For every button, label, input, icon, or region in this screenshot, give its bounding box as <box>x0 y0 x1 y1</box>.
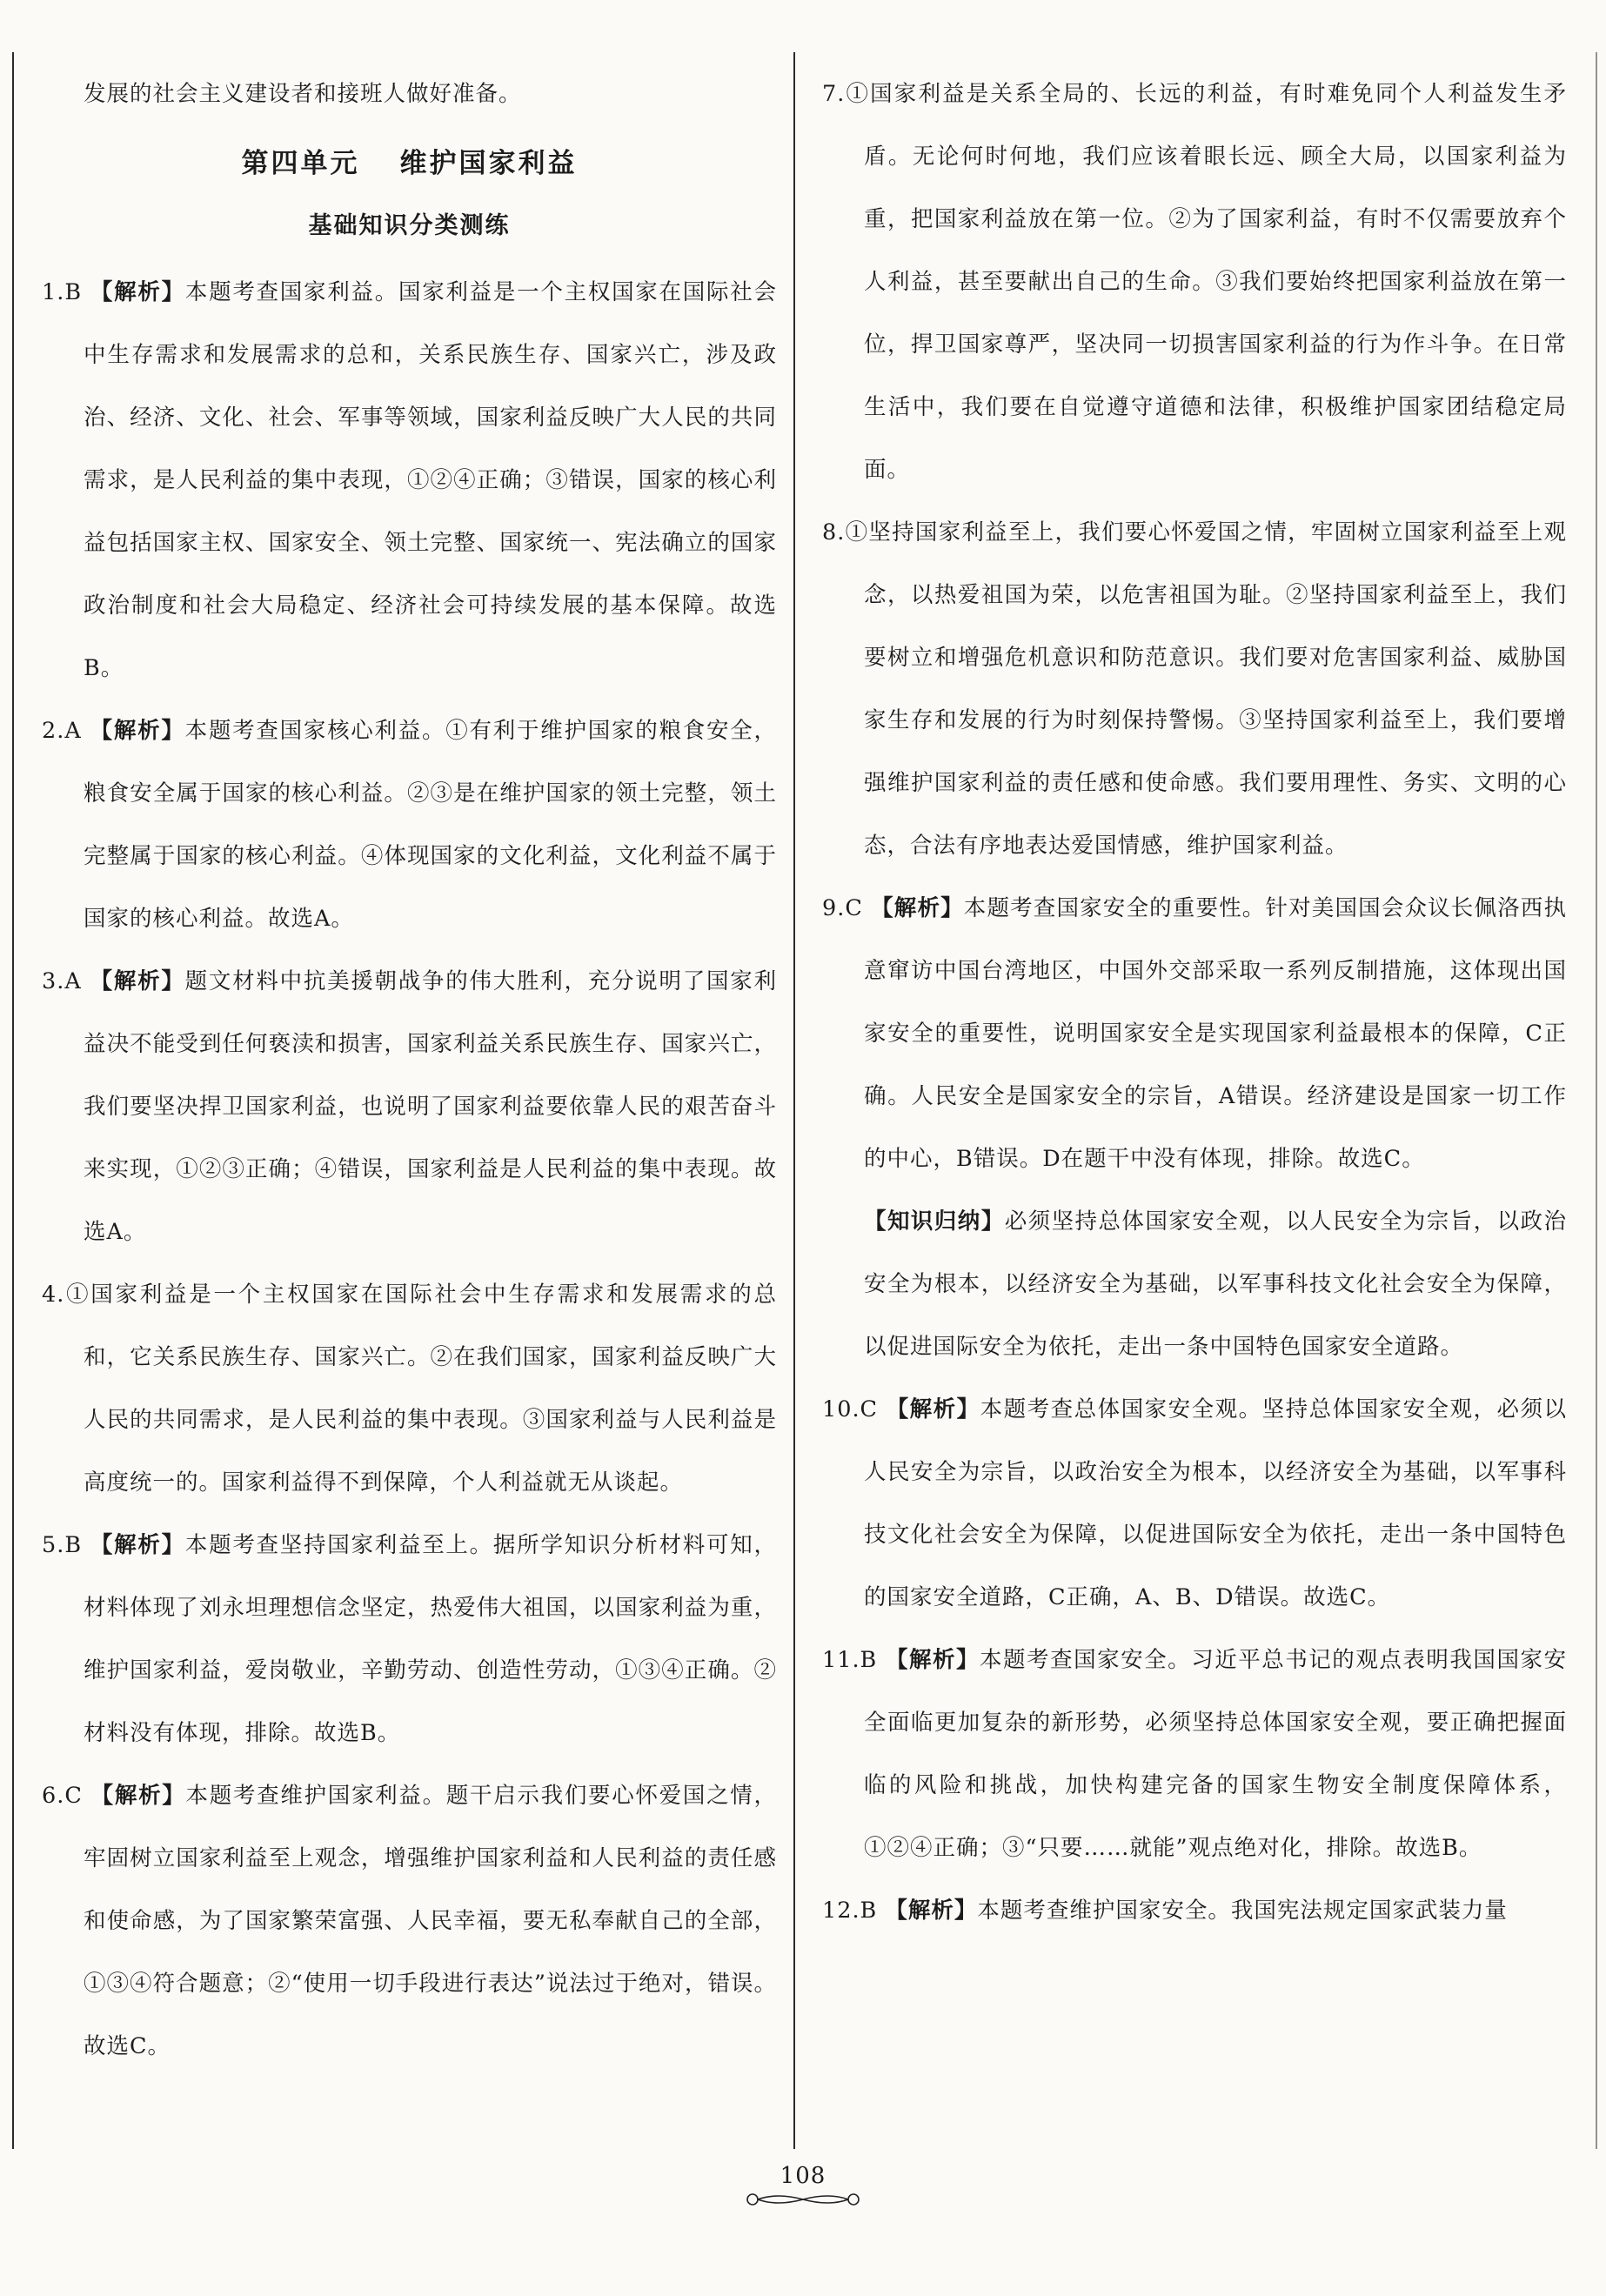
answer-item-7: 7.①国家利益是关系全局的、长远的利益，有时难免同个人利益发生矛盾。无论何时何地，我们应该着眼长远、顾全大局，以国家利益为重，把国家利益放在第一位。②为了国家利益，有时不仅需要放弃个人利益，甚至要献出自己的生命。③我们要始终把国家利益放在第一位，捍卫国家尊严，坚决同一切损害国家利益的行为作斗争。在日常生活中，我们要在自觉遵守道德和法律，积极维护国家团结稳定局面。 <box>822 81 1567 483</box>
page-ornament-icon <box>742 2191 864 2208</box>
unit-number: 第四单元 <box>241 148 360 179</box>
left-column <box>42 63 777 2139</box>
answer-item-8: 8.①坚持国家利益至上，我们要心怀爱国之情，牢固树立国家利益至上观念，以热爱祖国为荣，以危害祖国为耻。②坚持国家利益至上，我们要树立和增强危机意识和防范意识。我们要对危害国家利益、威胁国家生存和发展的行为时刻保持警惕。③坚持国家利益至上，我们要增强维护国家利益的责任感和使命感。我们要用理性、务实、文明的心态，合法有序地表达爱国情感，维护国家利益。 <box>822 519 1567 859</box>
knowledge-summary: 【知识归纳】必须坚持总体国家安全观，以人民安全为宗旨，以政治安全为根本，以经济安全为基础，以军事科技文化社会安全为保障，以促进国际安全为依托，走出一条中国特色国家安全道路。 <box>864 1208 1567 1360</box>
answer-item-4: 4.①国家利益是一个主权国家在国际社会中生存需求和发展需求的总和，它关系民族生存、国家兴亡。②在我们国家，国家利益反映广大人民的共同需求，是人民利益的集中表现。③国家利益与人民利益是高度统一的。国家利益得不到保障，个人利益就无从谈起。 <box>42 1282 777 1496</box>
right-margin-rule <box>1596 52 1597 2149</box>
answer-item-10: 10.C 【解析】本题考查总体国家安全观。坚持总体国家安全观，必须以人民安全为宗旨，以政治安全为根本，以经济安全为基础，以军事科技文化社会安全为保障，以促进国际安全为依托，走出一条中国特色的国家安全道路，C正确，A、B、D错误。故选C。 <box>822 1396 1567 1610</box>
section-title: 基础知识分类测练 <box>308 212 511 239</box>
unit-title <box>42 129 777 198</box>
left-margin-rule <box>12 52 14 2149</box>
answer-item-6: 6.C 【解析】本题考查维护国家利益。题干启示我们要心怀爱国之情，牢固树立国家利益至上观念，增强维护国家利益和人民利益的责任感和使命感，为了国家繁荣富强、人民幸福，要无私奉献自己的全部，①③④符合题意；②“使用一切手段进行表达”说法过于绝对，错误。故选C。 <box>42 1783 777 2059</box>
answer-item-3: 3.A 【解析】题文材料中抗美援朝战争的伟大胜利，充分说明了国家利益决不能受到任何亵渎和损害，国家利益关系民族生存、国家兴亡，我们要坚决捍卫国家利益，也说明了国家利益要依靠人民的艰苦奋斗来实现，①②③正确；④错误，国家利益是人民利益的集中表现。故选A。 <box>42 968 777 1245</box>
answer-item-11: 11.B 【解析】本题考查国家安全。习近平总书记的观点表明我国国家安全面临更加复杂的新形势，必须坚持总体国家安全观，要正确把握面临的风险和挑战，加快构建完备的国家生物安全制度保障体系，①②④正确；③“只要……就能”观点绝对化，排除。故选B。 <box>822 1647 1567 1861</box>
page-footer <box>0 2163 1606 2208</box>
page-number: 108 <box>780 2163 826 2189</box>
answer-item-1: 1.B 【解析】本题考查国家利益。国家利益是一个主权国家在国际社会中生存需求和发展需求的总和，关系民族生存、国家兴亡，涉及政治、经济、文化、社会、军事等领域，国家利益反映广大人民的共同需求，是人民利益的集中表现，①②④正确；③错误，国家的核心利益包括国家主权、国家安全、领土完整、国家统一、宪法确立的国家政治制度和社会大局稳定、经济社会可持续发展的基本保障。故选B。 <box>42 279 777 681</box>
carry-over-text: 发展的社会主义建设者和接班人做好准备。 <box>84 81 522 107</box>
answer-item-9: 9.C 【解析】本题考查国家安全的重要性。针对美国国会众议长佩洛西执意窜访中国台湾地区，中国外交部采取一系列反制措施，这体现出国家安全的重要性，说明国家安全是实现国家利益最根本的保障，C正确。人民安全是国家安全的宗旨，A错误。经济建设是国家一切工作的中心，B错误。D在题干中没有体现，排除。故选C。 <box>822 895 1567 1172</box>
answer-item-5: 5.B 【解析】本题考查坚持国家利益至上。据所学知识分析材料可知，材料体现了刘永坦理想信念坚定，热爱伟大祖国，以国家利益为重，维护国家利益，爱岗敬业，辛勤劳动、创造性劳动，①③④正确。②材料没有体现，排除。故选B。 <box>42 1532 777 1746</box>
column-divider <box>793 52 795 2149</box>
right-column <box>822 63 1567 2139</box>
answer-item-12: 12.B 【解析】本题考查维护国家安全。我国宪法规定国家武装力量 <box>822 1898 1508 1924</box>
answer-item-2: 2.A 【解析】本题考查国家核心利益。①有利于维护国家的粮食安全，粮食安全属于国家的核心利益。②③是在维护国家的领土完整，领土完整属于国家的核心利益。④体现国家的文化利益，文化利益不属于国家的核心利益。故选A。 <box>42 718 777 932</box>
unit-name: 维护国家利益 <box>399 148 578 179</box>
